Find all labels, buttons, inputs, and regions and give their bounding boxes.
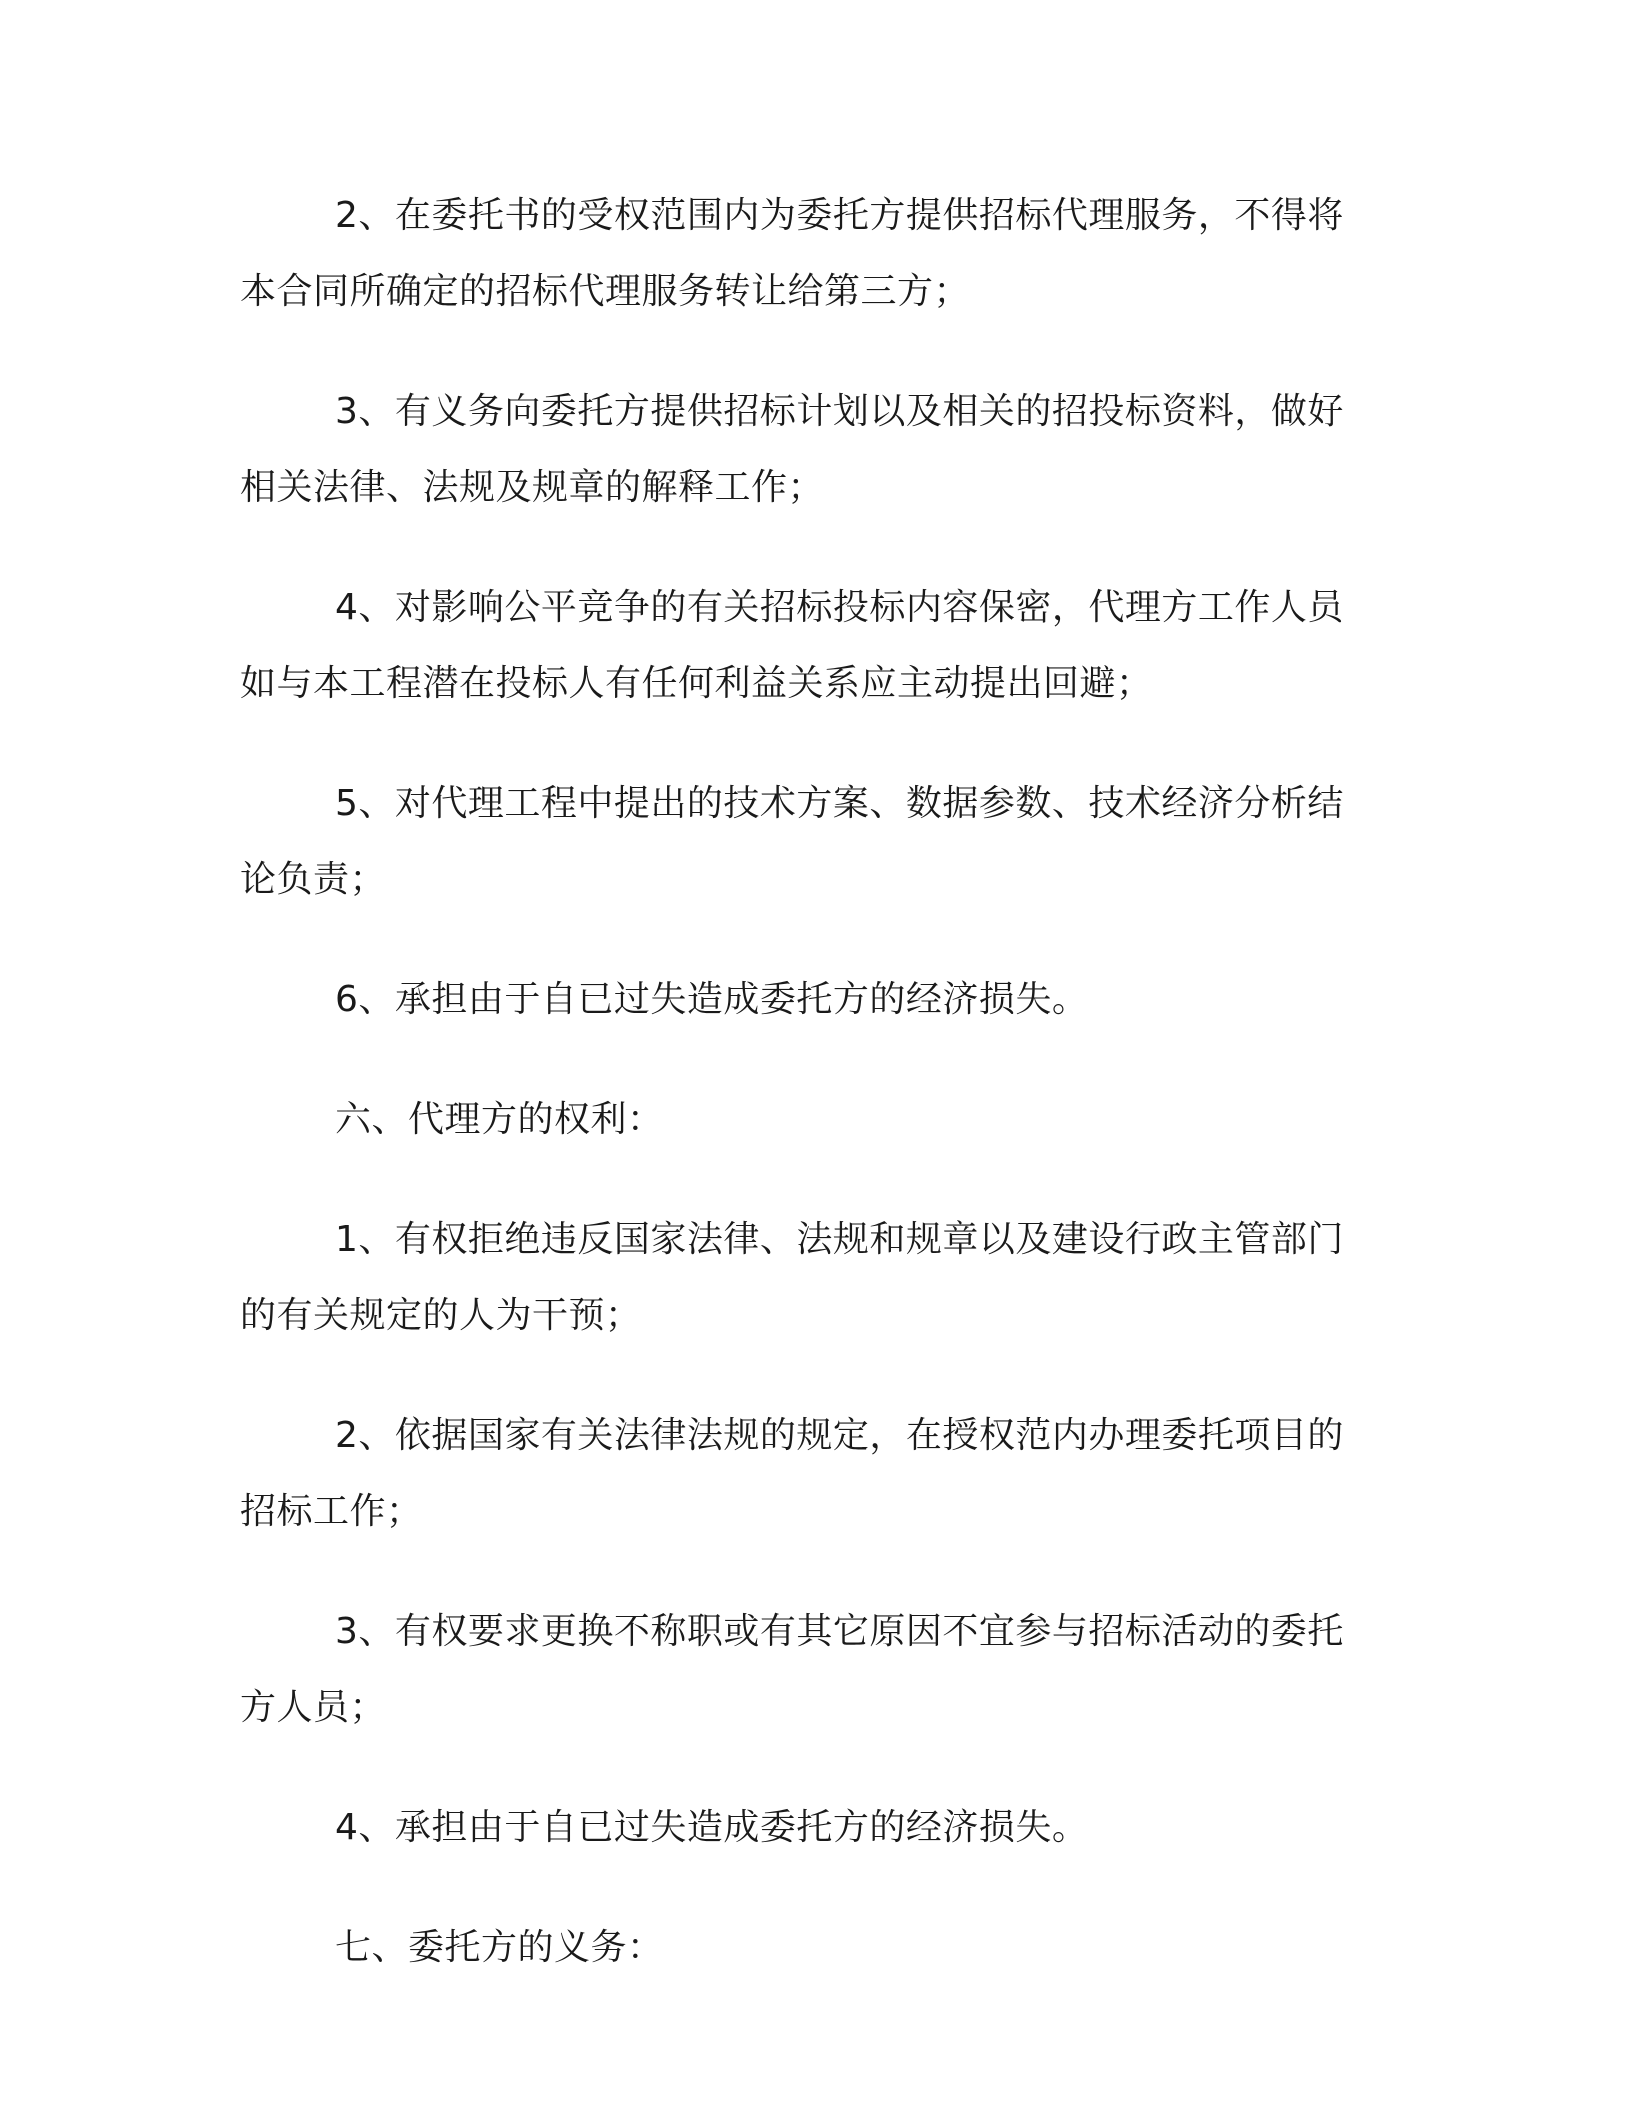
paragraph-agent-right-2: 2、依据国家有关法律法规的规定，在授权范内办理委托项目的招标工作； [240,1415,1344,1532]
section-heading-agent-rights: 六、代理方的权利： [335,1099,664,1140]
paragraph-agent-duty-2: 2、在委托书的受权范围内为委托方提供招标代理服务，不得将本合同所确定的招标代理服务转让给第三方； [240,195,1344,312]
paragraph-agent-duty-3: 3、有义务向委托方提供招标计划以及相关的招投标资料，做好相关法律、法规及规章的解释工作； [240,391,1344,508]
paragraph-agent-right-1: 1、有权拒绝违反国家法律、法规和规章以及建设行政主管部门的有关规定的人为干预； [240,1219,1344,1336]
document-body [240,178,1352,2030]
paragraph-agent-duty-6: 6、承担由于自已过失造成委托方的经济损失。 [335,979,1089,1020]
paragraph-agent-right-4: 4、承担由于自已过失造成委托方的经济损失。 [335,1807,1089,1848]
paragraph-agent-duty-5: 5、对代理工程中提出的技术方案、数据参数、技术经济分析结论负责； [240,783,1344,900]
paragraph-agent-right-3: 3、有权要求更换不称职或有其它原因不宜参与招标活动的委托方人员； [240,1611,1344,1728]
section-heading-client-duties: 七、委托方的义务： [335,1927,664,1968]
paragraph-agent-duty-4: 4、对影响公平竞争的有关招标投标内容保密，代理方工作人员如与本工程潜在投标人有任何利益关系应主动提出回避； [240,587,1344,704]
